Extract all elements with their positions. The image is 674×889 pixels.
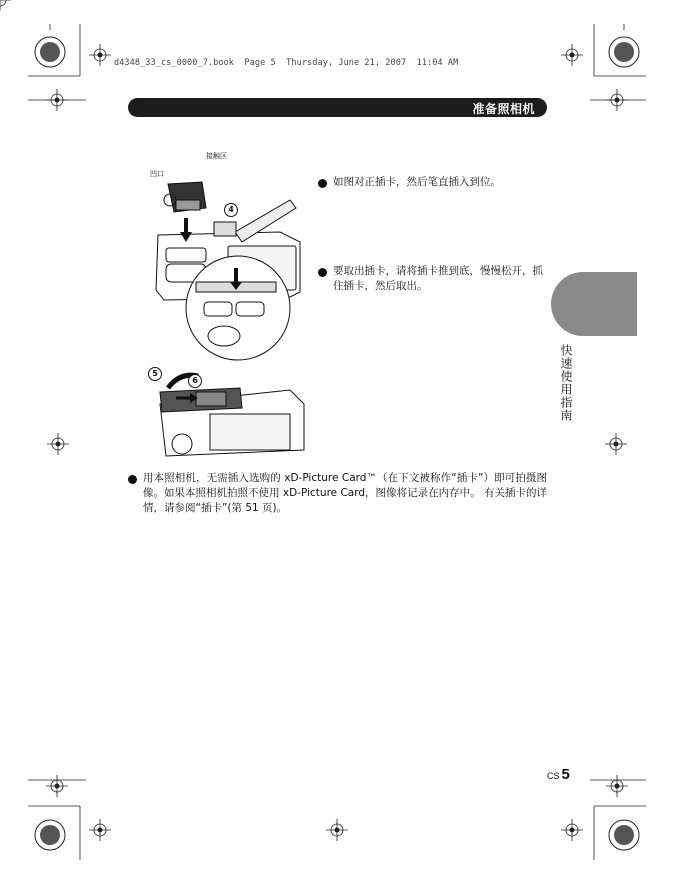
print-header: d4348_33_cs_0000_7.book Page 5 Thursday, June 21, 2007 11:04 AM — [114, 58, 459, 68]
page-lang: CS — [547, 771, 560, 781]
bullet-icon — [318, 179, 327, 188]
side-tab — [551, 272, 637, 336]
step-4-marker: 4 — [224, 203, 238, 217]
bullet-icon — [128, 475, 137, 484]
label-notch: 凹口 — [150, 170, 164, 178]
section-bar — [128, 98, 547, 117]
section-title: 准备照相机 — [472, 102, 535, 116]
step-5-marker: 5 — [148, 367, 162, 381]
registration-circles — [35, 37, 639, 850]
note-text: 用本照相机，无需插入选购的 xD-Picture Card™（在下文被称作“插卡”）即可拍摄图像。如果本照相机拍照不使用 xD-Picture Card，图像将记录在内存中。 有关插卡的详情，请参阅“插卡”(第 51 页)。 — [143, 472, 547, 514]
label-contact-area: 接触区 — [206, 152, 227, 160]
card-insert-illustration — [150, 160, 310, 380]
side-tab-label: 快速使用指南 — [559, 344, 573, 422]
step-6-marker: 6 — [188, 374, 202, 388]
instruction-remove: 要取出插卡，请将插卡推到底，慢慢松开，抓住插卡，然后取出。 — [333, 265, 543, 292]
page-number-value: 5 — [561, 766, 570, 783]
bullet-icon — [318, 268, 327, 277]
instruction-insert: 如图对正插卡，然后笔直插入到位。 — [333, 176, 501, 188]
page-number — [547, 766, 570, 784]
cover-illustration — [150, 364, 310, 460]
